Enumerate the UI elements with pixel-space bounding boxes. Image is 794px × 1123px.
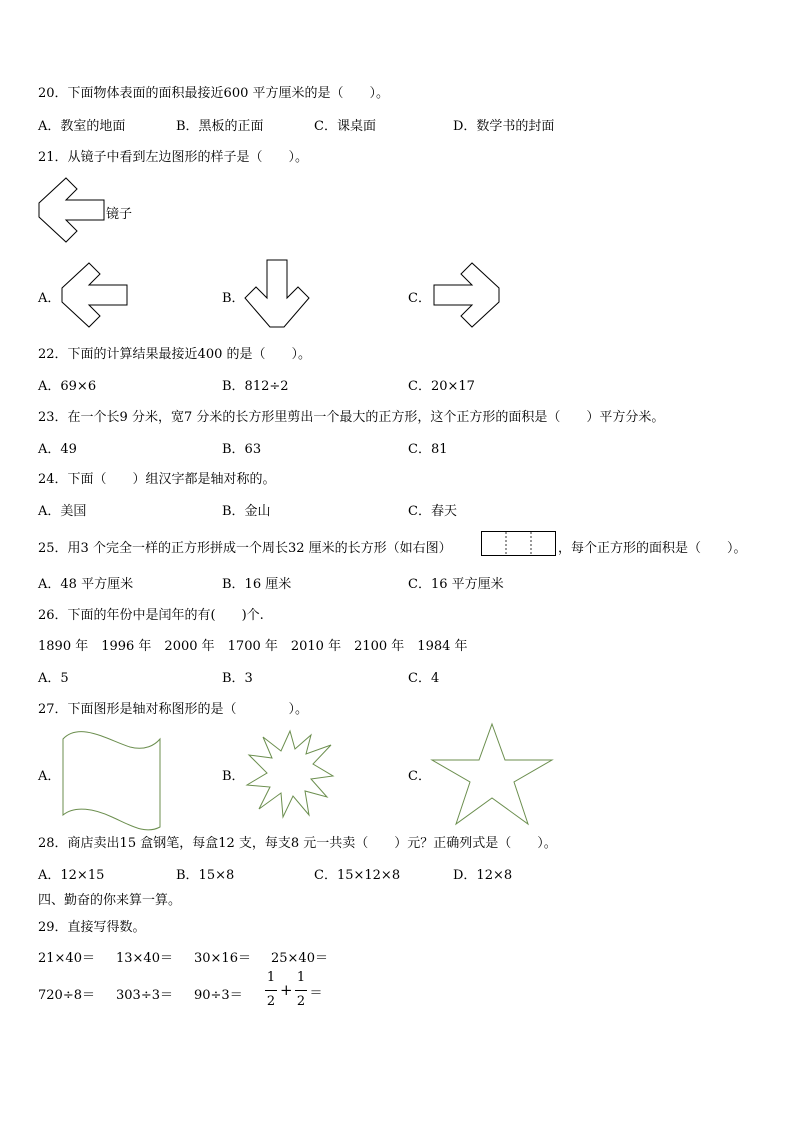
q27-option-c-star-figure[interactable] bbox=[430, 722, 554, 826]
q25-option-a[interactable]: A．48 平方厘米 bbox=[38, 577, 134, 592]
fraction-2-bar bbox=[295, 990, 307, 991]
q22-option-c[interactable]: C．20×17 bbox=[408, 379, 475, 394]
q29-item-2: 13×40＝ bbox=[116, 951, 173, 966]
section-4-heading: 四、勤奋的你来算一算。 bbox=[38, 893, 182, 908]
q29-item-3: 30×16＝ bbox=[194, 951, 251, 966]
q21-option-b[interactable]: B． bbox=[222, 291, 245, 306]
q29-item-7: 90÷3＝ bbox=[194, 988, 243, 1003]
q25-option-c[interactable]: C．16 平方厘米 bbox=[408, 577, 504, 592]
question-28-stem: 28．商店卖出15 盒钢笔，每盒12 支，每支8 元一共卖（ ）元？正确列式是（ ）。 bbox=[38, 836, 557, 851]
q21-option-c-figure[interactable] bbox=[430, 262, 500, 328]
q22-option-a[interactable]: A．69×6 bbox=[38, 379, 97, 394]
q27-option-a[interactable]: A． bbox=[38, 769, 61, 784]
fraction-1-bar bbox=[265, 990, 277, 991]
question-25-stem: 25．用3 个完全一样的正方形拼成一个周长32 厘米的长方形（如右图） bbox=[38, 541, 452, 556]
q25-option-b[interactable]: B．16 厘米 bbox=[222, 577, 292, 592]
q26-option-a[interactable]: A．5 bbox=[38, 671, 69, 686]
q21-option-a-figure[interactable] bbox=[61, 262, 131, 328]
q24-option-c[interactable]: C．春天 bbox=[408, 504, 457, 519]
q26-option-b[interactable]: B．3 bbox=[222, 671, 253, 686]
q29-item-4: 25×40＝ bbox=[271, 951, 328, 966]
q24-option-a[interactable]: A．美国 bbox=[38, 504, 87, 519]
equals-sign: ＝ bbox=[309, 986, 323, 1001]
q22-option-b[interactable]: B．812÷2 bbox=[222, 379, 289, 394]
q29-item-6: 303÷3＝ bbox=[116, 988, 173, 1003]
question-26-stem: 26．下面的年份中是闰年的有( )个. bbox=[38, 608, 264, 623]
fraction-1-numerator: 1 bbox=[266, 970, 276, 985]
q21-option-a[interactable]: A． bbox=[38, 291, 61, 306]
fraction-2-numerator: 1 bbox=[296, 970, 306, 985]
q27-option-b[interactable]: B． bbox=[222, 769, 245, 784]
question-23-stem: 23．在一个长9 分米，宽7 分米的长方形里剪出一个最大的正方形，这个正方形的面积是（ ）平方分米。 bbox=[38, 410, 665, 425]
q27-option-a-flag-figure[interactable] bbox=[60, 727, 164, 831]
q24-option-b[interactable]: B．金山 bbox=[222, 504, 271, 519]
q29-item-5: 720÷8＝ bbox=[38, 988, 95, 1003]
question-20-stem: 20．下面物体表面的面积最接近600 平方厘米的是（ ）。 bbox=[38, 86, 389, 101]
q28-option-a[interactable]: A．12×15 bbox=[38, 868, 105, 883]
plus-sign: + bbox=[280, 981, 293, 999]
q20-option-d[interactable]: D．数学书的封面 bbox=[453, 119, 555, 134]
q20-option-c[interactable]: C．课桌面 bbox=[314, 119, 376, 134]
q23-option-c[interactable]: C．81 bbox=[408, 442, 448, 457]
fraction-2-denominator: 2 bbox=[296, 994, 306, 1009]
q23-option-b[interactable]: B．63 bbox=[222, 442, 262, 457]
q28-option-b[interactable]: B．15×8 bbox=[176, 868, 235, 883]
q26-option-c[interactable]: C．4 bbox=[408, 671, 440, 686]
question-24-stem: 24．下面（ ）组汉字都是轴对称的。 bbox=[38, 472, 276, 487]
q21-option-b-figure[interactable] bbox=[244, 259, 310, 329]
q27-option-c[interactable]: C． bbox=[408, 769, 431, 784]
q29-fraction-expression bbox=[262, 970, 332, 1014]
q20-option-a[interactable]: A．教室的地面 bbox=[38, 119, 126, 134]
q21-original-arrow-figure bbox=[38, 177, 108, 243]
question-25-stem-end: ，每个正方形的面积是（ ）。 bbox=[558, 541, 747, 556]
q28-option-c[interactable]: C．15×12×8 bbox=[314, 868, 401, 883]
q26-years: 1890 年 1996 年 2000 年 1700 年 2010 年 2100 年 1984 年 bbox=[38, 639, 468, 654]
question-27-stem: 27．下面图形是轴对称图形的是（ ）。 bbox=[38, 702, 309, 717]
q23-option-a[interactable]: A．49 bbox=[38, 442, 77, 457]
question-22-stem: 22．下面的计算结果最接近400 的是（ ）。 bbox=[38, 347, 311, 362]
q21-option-c[interactable]: C． bbox=[408, 291, 431, 306]
q20-option-b[interactable]: B．黑板的正面 bbox=[176, 119, 264, 134]
q21-mirror-label: 镜子 bbox=[106, 207, 133, 222]
q25-rectangle-figure bbox=[481, 531, 556, 556]
fraction-1-denominator: 2 bbox=[266, 994, 276, 1009]
q27-option-b-burst-figure[interactable] bbox=[245, 729, 335, 819]
q28-option-d[interactable]: D．12×8 bbox=[453, 868, 513, 883]
question-21-stem: 21．从镜子中看到左边图形的样子是（ ）。 bbox=[38, 150, 309, 165]
question-29-stem: 29．直接写得数。 bbox=[38, 920, 146, 935]
q29-item-1: 21×40＝ bbox=[38, 951, 95, 966]
